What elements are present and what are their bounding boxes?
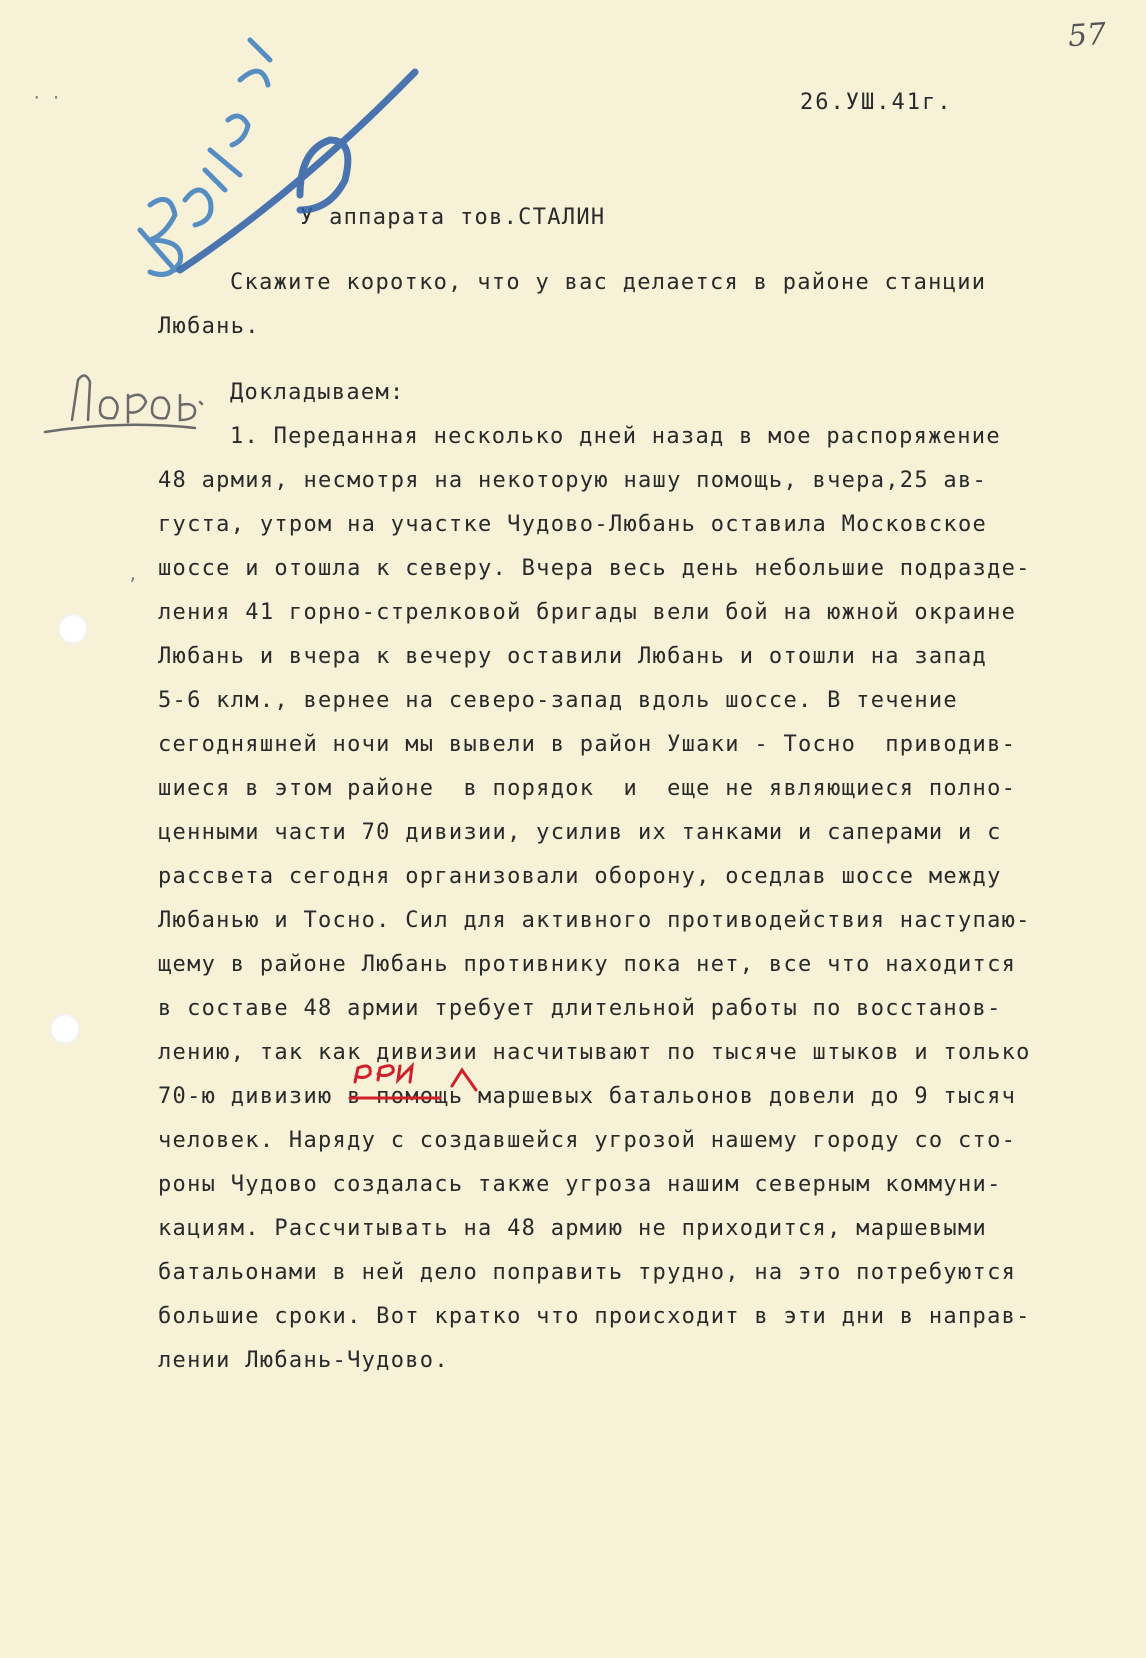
margin-mark: · · — [32, 88, 61, 107]
report-line: Любань и вчера к вечеру оставили Любань и отошли на запад — [158, 644, 988, 669]
report-line: сегодняшней ночи мы вывели в район Ушаки - Тосно приводив- — [158, 732, 1017, 757]
report-line: шиеся в этом районе в порядок и еще не являющиеся полно- — [158, 776, 1017, 801]
red-handwritten-correction — [350, 1066, 476, 1098]
margin-mark: , — [128, 565, 138, 584]
report-line: ления 41 горно-стрелковой бригады вели бой на южной окраине — [158, 600, 1017, 625]
question-line-1: Скажите коротко, что у вас делается в районе станции — [230, 270, 987, 295]
report-line: роны Чудово создалась также угроза нашим северным коммуни- — [158, 1172, 1002, 1197]
report-line: кациям. Рассчитывать на 48 армию не приходится, маршевыми — [158, 1216, 988, 1241]
report-line: батальонами в ней дело поправить трудно, на это потребуются — [158, 1260, 1017, 1285]
report-line: шоссе и отошла к северу. Вчера весь день небольшие подразде- — [158, 556, 1031, 581]
report-line: 70-ю дивизию в помощь маршевых батальонов довели до 9 тысяч — [158, 1084, 1017, 1109]
report-line: человек. Наряду с создавшейся угрозой нашему городу со сто- — [158, 1128, 1017, 1153]
report-line: Любанью и Тосно. Сил для активного противодействия наступаю- — [158, 908, 1031, 933]
question-line-2: Любань. — [158, 314, 260, 339]
report-line: 1. Переданная несколько дней назад в мое распоряжение — [230, 424, 1001, 449]
report-line: ценными части 70 дивизии, усилив их танками и саперами и с — [158, 820, 1002, 845]
report-line: 48 армия, несмотря на некоторую нашу помощь, вчера,25 ав- — [158, 468, 988, 493]
report-line: большие сроки. Вот кратко что происходит в эти дни в направ- — [158, 1304, 1031, 1329]
report-heading: Докладываем: — [230, 380, 405, 405]
blue-resolution-mark — [180, 72, 415, 270]
report-line: густа, утром на участке Чудово-Любань оставила Московское — [158, 512, 988, 537]
document-date: 26.УШ.41г. — [800, 90, 953, 115]
report-line: лении Любань-Чудово. — [158, 1348, 449, 1373]
report-line: лению, так как дивизии насчитывают по тысяче штыков и только — [158, 1040, 1031, 1065]
report-line: в составе 48 армии требует длительной работы по восстанов- — [158, 996, 1002, 1021]
page-number: 57 — [1066, 16, 1108, 55]
blue-handwritten-note — [140, 40, 270, 274]
pencil-handwritten-name — [45, 375, 202, 432]
document-header: У аппарата тов.СТАЛИН — [300, 205, 606, 230]
report-line: рассвета сегодня организовали оборону, оседлав шоссе между — [158, 864, 1002, 889]
report-line: 5-6 клм., вернее на северо-запад вдоль шоссе. В течение — [158, 688, 958, 713]
report-line: щему в районе Любань противнику пока нет, все что находится — [158, 952, 1017, 977]
